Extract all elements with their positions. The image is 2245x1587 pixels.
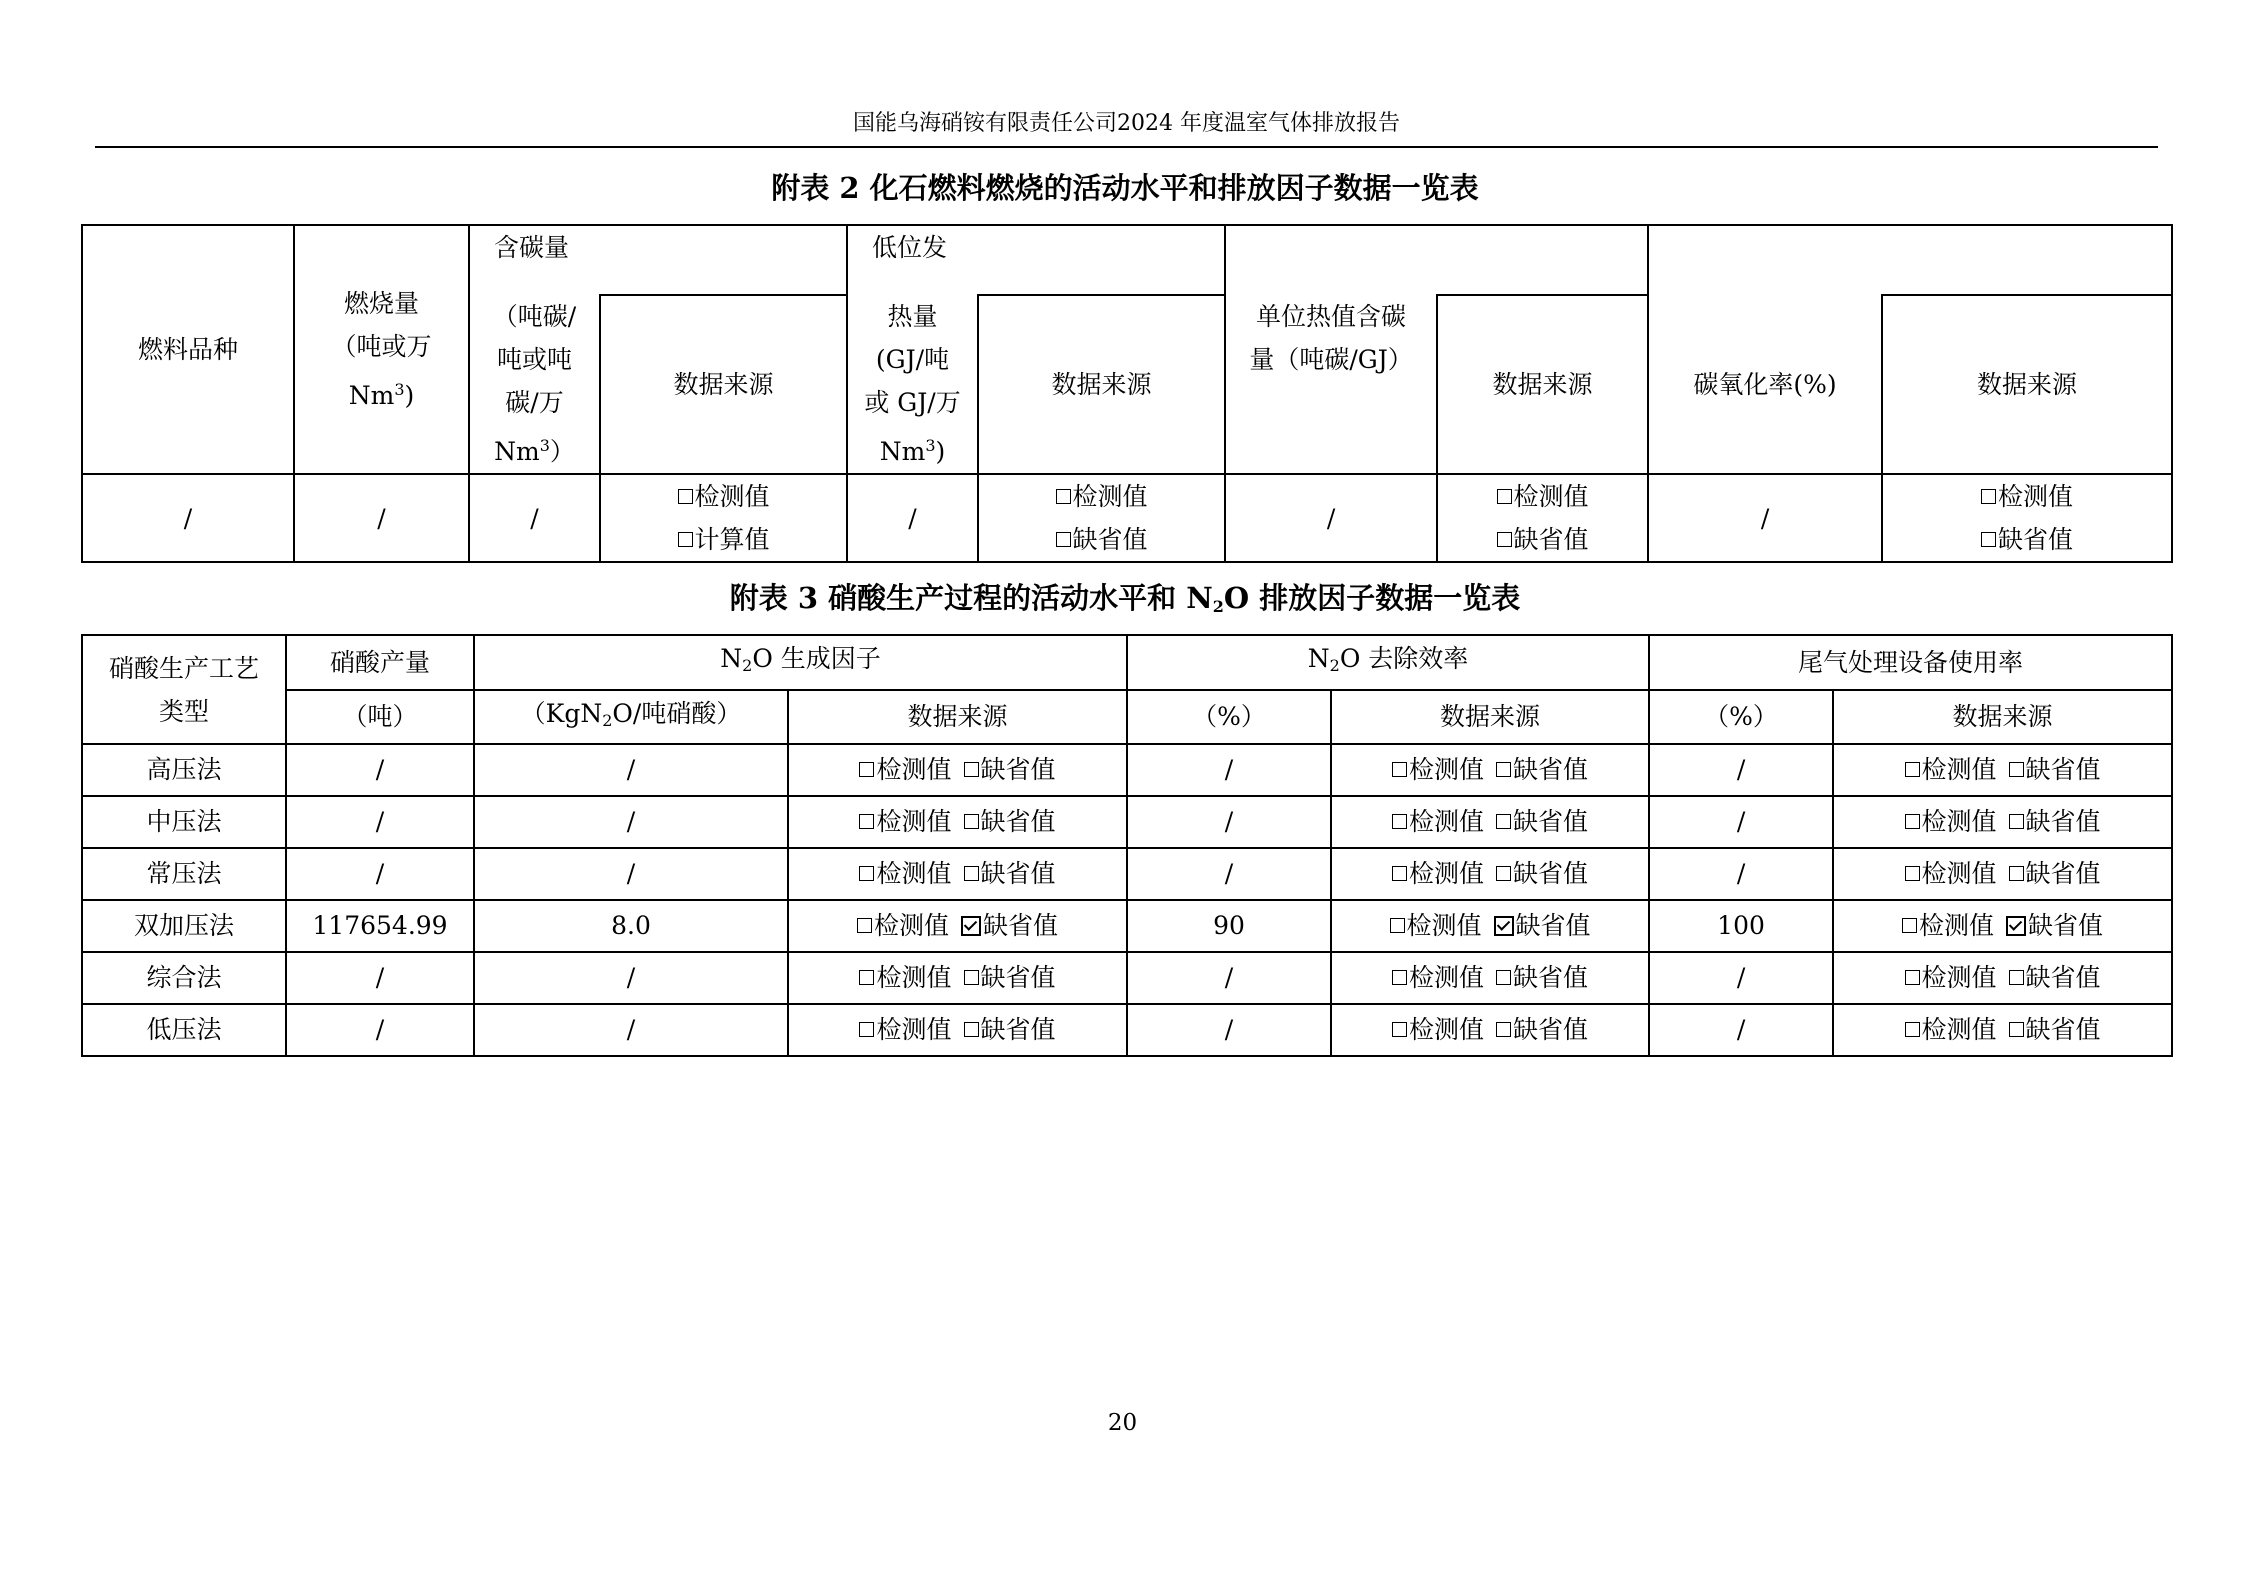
checkbox-option-measured[interactable]: 检测值 bbox=[857, 913, 949, 939]
checkbox-icon[interactable] bbox=[964, 970, 979, 985]
header-tail-source: 数据来源 bbox=[1833, 690, 2172, 744]
cell-tail-usage: / bbox=[1649, 952, 1833, 1004]
checkbox-icon[interactable] bbox=[1497, 489, 1512, 504]
header-generation-factor: $N_2O$ 生成因子 bbox=[474, 635, 1127, 690]
header-process-type: 硝酸生产工艺 类型 bbox=[82, 635, 286, 744]
checkbox-icon[interactable] bbox=[1496, 1022, 1511, 1037]
cell-output: / bbox=[286, 848, 474, 900]
checkbox-option[interactable]: 缺省值 bbox=[1442, 518, 1643, 561]
checkbox-icon[interactable] bbox=[1496, 866, 1511, 881]
checkbox-option-default[interactable]: 缺省值 bbox=[2009, 861, 2101, 887]
checkbox-icon[interactable] bbox=[1056, 489, 1071, 504]
cell-output: / bbox=[286, 796, 474, 848]
checkbox-icon[interactable] bbox=[1496, 814, 1511, 829]
checked-checkbox-icon[interactable] bbox=[1494, 916, 1514, 936]
checkbox-icon[interactable] bbox=[2009, 1022, 2024, 1037]
cell-output: / bbox=[286, 952, 474, 1004]
checkbox-icon[interactable] bbox=[964, 814, 979, 829]
checked-checkbox-icon[interactable] bbox=[2006, 916, 2026, 936]
checkbox-icon[interactable] bbox=[1390, 918, 1405, 933]
checkbox-option-default[interactable]: 缺省值 bbox=[1496, 1017, 1588, 1043]
checkbox-icon[interactable] bbox=[1056, 532, 1071, 547]
cell-generation-factor: / bbox=[474, 744, 788, 796]
checkbox-option-measured[interactable]: 检测值 bbox=[1905, 861, 1997, 887]
cell-process: 中压法 bbox=[82, 796, 286, 848]
checkbox-option-default[interactable]: 缺省值 bbox=[1496, 965, 1588, 991]
checkbox-option-default[interactable]: 缺省值 bbox=[2009, 965, 2101, 991]
cell-data-source bbox=[1331, 796, 1649, 848]
cell-oxidation: / bbox=[1648, 474, 1882, 562]
header-carbon-content: 含碳量 bbox=[469, 225, 847, 295]
cell-removal-efficiency: 90 bbox=[1127, 900, 1331, 952]
cell-data-source bbox=[788, 900, 1127, 952]
checkbox-option-default[interactable]: 缺省值 bbox=[1496, 757, 1588, 783]
header-output-unit: （吨） bbox=[286, 690, 474, 744]
header-carbon-unit: （吨碳/ 吨或吨 碳/万 Nm$^3$） bbox=[469, 295, 600, 474]
checkbox-option-measured[interactable]: 检测值 bbox=[1905, 965, 1997, 991]
checkbox-option-measured[interactable]: 检测值 bbox=[859, 965, 951, 991]
cell-removal-efficiency: / bbox=[1127, 744, 1331, 796]
header-ncv-source: 数据来源 bbox=[978, 295, 1225, 474]
checkbox-icon[interactable] bbox=[1392, 762, 1407, 777]
cell-data-source bbox=[1833, 744, 2172, 796]
fossil-fuel-table bbox=[81, 224, 2173, 563]
checkbox-option-default[interactable]: 缺省值 bbox=[1496, 861, 1588, 887]
checked-checkbox-icon[interactable] bbox=[961, 916, 981, 936]
cell-process: 低压法 bbox=[82, 1004, 286, 1056]
cell-ncv: / bbox=[847, 474, 978, 562]
table-row bbox=[82, 796, 2172, 848]
header-rule bbox=[95, 146, 2158, 148]
cell-data-source bbox=[1833, 796, 2172, 848]
checkbox-icon[interactable] bbox=[1905, 970, 1920, 985]
cell-process: 高压法 bbox=[82, 744, 286, 796]
checkbox-icon[interactable] bbox=[859, 762, 874, 777]
cell-data-source bbox=[1331, 744, 1649, 796]
checkbox-icon[interactable] bbox=[1905, 814, 1920, 829]
cell-data-source bbox=[788, 952, 1127, 1004]
checkbox-option-default[interactable]: 缺省值 bbox=[2009, 757, 2101, 783]
checkbox-option-measured[interactable]: 检测值 bbox=[1392, 861, 1484, 887]
header-unit-carbon-source: 数据来源 bbox=[1437, 295, 1648, 474]
cell-unit-carbon-source bbox=[1437, 474, 1648, 562]
checkbox-option-measured[interactable]: 检测值 bbox=[1905, 1017, 1997, 1043]
checkbox-icon[interactable] bbox=[1905, 866, 1920, 881]
cell-data-source bbox=[1833, 900, 2172, 952]
cell-carbon-source bbox=[600, 474, 847, 562]
checkbox-icon[interactable] bbox=[2009, 814, 2024, 829]
header-generation-source: 数据来源 bbox=[788, 690, 1127, 744]
header-consumption: 燃烧量 （吨或万 Nm$^3$) bbox=[294, 225, 469, 474]
cell-data-source bbox=[1331, 952, 1649, 1004]
checkbox-option-measured[interactable]: 检测值 bbox=[859, 809, 951, 835]
header-tail-gas-usage: 尾气处理设备使用率 bbox=[1649, 635, 2172, 690]
checkbox-option[interactable]: 检测值 bbox=[983, 475, 1220, 518]
table3-body bbox=[82, 744, 2172, 1056]
header-ncv: 低位发 bbox=[847, 225, 1225, 295]
checkbox-option-measured[interactable]: 检测值 bbox=[1392, 965, 1484, 991]
checkbox-icon[interactable] bbox=[857, 918, 872, 933]
checkbox-option[interactable]: 检测值 bbox=[1887, 475, 2167, 518]
checkbox-option[interactable]: 检测值 bbox=[605, 475, 842, 518]
checkbox-option-measured[interactable]: 检测值 bbox=[1392, 757, 1484, 783]
cell-process: 常压法 bbox=[82, 848, 286, 900]
table-row bbox=[82, 474, 2172, 562]
cell-data-source bbox=[788, 1004, 1127, 1056]
checkbox-option-default[interactable]: 缺省值 bbox=[964, 809, 1056, 835]
checkbox-option-measured[interactable]: 检测值 bbox=[1392, 1017, 1484, 1043]
checkbox-icon[interactable] bbox=[859, 814, 874, 829]
cell-output: / bbox=[286, 744, 474, 796]
cell-data-source bbox=[1833, 952, 2172, 1004]
checkbox-option-measured[interactable]: 检测值 bbox=[1905, 757, 1997, 783]
cell-data-source bbox=[788, 848, 1127, 900]
header-tail-unit: （%） bbox=[1649, 690, 1833, 744]
checkbox-icon[interactable] bbox=[964, 866, 979, 881]
header-ncv-unit: 热量 (GJ/吨 或 GJ/万 Nm$^3$) bbox=[847, 295, 978, 474]
checkbox-icon[interactable] bbox=[859, 866, 874, 881]
checkbox-option[interactable]: 计算值 bbox=[605, 518, 842, 561]
checkbox-icon[interactable] bbox=[1496, 970, 1511, 985]
checkbox-icon[interactable] bbox=[1497, 532, 1512, 547]
header-generation-unit: （KgN$_2$O/吨硝酸） bbox=[474, 690, 788, 744]
cell-removal-efficiency: / bbox=[1127, 1004, 1331, 1056]
checkbox-option[interactable]: 缺省值 bbox=[983, 518, 1220, 561]
cell-removal-efficiency: / bbox=[1127, 796, 1331, 848]
header-oxidation-source: 数据来源 bbox=[1882, 295, 2172, 474]
checkbox-icon[interactable] bbox=[1392, 1022, 1407, 1037]
cell-generation-factor: / bbox=[474, 1004, 788, 1056]
cell-oxidation-source bbox=[1882, 474, 2172, 562]
checkbox-icon[interactable] bbox=[859, 970, 874, 985]
header-removal-source: 数据来源 bbox=[1331, 690, 1649, 744]
checkbox-icon[interactable] bbox=[1905, 1022, 1920, 1037]
checkbox-icon[interactable] bbox=[678, 532, 693, 547]
checkbox-icon[interactable] bbox=[2009, 970, 2024, 985]
cell-data-source bbox=[1833, 1004, 2172, 1056]
table-row bbox=[82, 1004, 2172, 1056]
header-removal-efficiency: $N_2O$ 去除效率 bbox=[1127, 635, 1649, 690]
table2-title: 附表 2 化石燃料燃烧的活动水平和排放因子数据一览表 bbox=[771, 171, 1479, 205]
checkbox-icon[interactable] bbox=[1902, 918, 1917, 933]
checkbox-option-measured[interactable]: 检测值 bbox=[1905, 809, 1997, 835]
cell-tail-usage: / bbox=[1649, 1004, 1833, 1056]
cell-tail-usage: 100 bbox=[1649, 900, 1833, 952]
checkbox-option-default[interactable]: 缺省值 bbox=[1494, 913, 1591, 939]
table-row bbox=[82, 952, 2172, 1004]
checkbox-option-default[interactable]: 缺省值 bbox=[1496, 809, 1588, 835]
cell-removal-efficiency: / bbox=[1127, 952, 1331, 1004]
checkbox-icon[interactable] bbox=[964, 1022, 979, 1037]
checkbox-icon[interactable] bbox=[1981, 489, 1996, 504]
checkbox-icon[interactable] bbox=[678, 489, 693, 504]
checkbox-option[interactable]: 缺省值 bbox=[1887, 518, 2167, 561]
checkbox-option-default[interactable]: 缺省值 bbox=[2009, 809, 2101, 835]
checkbox-icon[interactable] bbox=[964, 762, 979, 777]
header-fuel-type: 燃料品种 bbox=[82, 225, 294, 474]
report-header: 国能乌海硝铵有限责任公司2024 年度温室气体排放报告 bbox=[853, 111, 1400, 136]
checkbox-option-default[interactable]: 缺省值 bbox=[2006, 913, 2103, 939]
cell-data-source bbox=[1331, 900, 1649, 952]
cell-generation-factor: 8.0 bbox=[474, 900, 788, 952]
cell-data-source bbox=[1331, 848, 1649, 900]
checkbox-icon[interactable] bbox=[2009, 762, 2024, 777]
table-row bbox=[82, 848, 2172, 900]
cell-tail-usage: / bbox=[1649, 848, 1833, 900]
checkbox-option-default[interactable]: 缺省值 bbox=[964, 1017, 1056, 1043]
header-unit-carbon-top bbox=[1225, 225, 1648, 295]
cell-tail-usage: / bbox=[1649, 744, 1833, 796]
checkbox-icon[interactable] bbox=[1905, 762, 1920, 777]
checkbox-option-default[interactable]: 缺省值 bbox=[964, 757, 1056, 783]
cell-unit-carbon: / bbox=[1225, 474, 1437, 562]
header-carbon-source: 数据来源 bbox=[600, 295, 847, 474]
checkbox-icon[interactable] bbox=[859, 1022, 874, 1037]
checkbox-icon[interactable] bbox=[1981, 532, 1996, 547]
cell-tail-usage: / bbox=[1649, 796, 1833, 848]
cell-generation-factor: / bbox=[474, 952, 788, 1004]
table-row bbox=[82, 900, 2172, 952]
checkbox-option[interactable]: 检测值 bbox=[1442, 475, 1643, 518]
cell-data-source bbox=[788, 796, 1127, 848]
checkbox-option-measured[interactable]: 检测值 bbox=[859, 861, 951, 887]
header-unit-carbon: 单位热值含碳 量（吨碳/GJ） bbox=[1225, 295, 1437, 474]
checkbox-option-measured[interactable]: 检测值 bbox=[859, 757, 951, 783]
nitric-acid-table bbox=[81, 634, 2173, 1057]
table-row bbox=[82, 744, 2172, 796]
table3-title: 附表 3 硝酸生产过程的活动水平和 $N_2O$ 排放因子数据一览表 bbox=[729, 581, 1521, 616]
cell-generation-factor: / bbox=[474, 848, 788, 900]
cell-fuel-type: / bbox=[82, 474, 294, 562]
header-oxidation: 碳氧化率(%) bbox=[1648, 295, 1882, 474]
checkbox-icon[interactable] bbox=[1392, 970, 1407, 985]
page-number: 20 bbox=[1107, 1410, 1138, 1436]
checkbox-option-measured[interactable]: 检测值 bbox=[1390, 913, 1482, 939]
cell-removal-efficiency: / bbox=[1127, 848, 1331, 900]
checkbox-icon[interactable] bbox=[1496, 762, 1511, 777]
cell-consumption: / bbox=[294, 474, 469, 562]
checkbox-icon[interactable] bbox=[1392, 814, 1407, 829]
cell-output: / bbox=[286, 1004, 474, 1056]
cell-data-source bbox=[1833, 848, 2172, 900]
checkbox-icon[interactable] bbox=[1392, 866, 1407, 881]
header-output: 硝酸产量 bbox=[286, 635, 474, 690]
checkbox-option-measured[interactable]: 检测值 bbox=[859, 1017, 951, 1043]
checkbox-option-default[interactable]: 缺省值 bbox=[964, 861, 1056, 887]
header-removal-unit: （%） bbox=[1127, 690, 1331, 744]
cell-output: 117654.99 bbox=[286, 900, 474, 952]
cell-process: 综合法 bbox=[82, 952, 286, 1004]
checkbox-option-default[interactable]: 缺省值 bbox=[961, 913, 1058, 939]
checkbox-option-measured[interactable]: 检测值 bbox=[1902, 913, 1994, 939]
cell-carbon: / bbox=[469, 474, 600, 562]
cell-ncv-source bbox=[978, 474, 1225, 562]
cell-generation-factor: / bbox=[474, 796, 788, 848]
cell-data-source bbox=[1331, 1004, 1649, 1056]
checkbox-icon[interactable] bbox=[2009, 866, 2024, 881]
cell-data-source bbox=[788, 744, 1127, 796]
checkbox-option-default[interactable]: 缺省值 bbox=[2009, 1017, 2101, 1043]
cell-process: 双加压法 bbox=[82, 900, 286, 952]
header-oxidation-top bbox=[1648, 225, 2172, 295]
checkbox-option-measured[interactable]: 检测值 bbox=[1392, 809, 1484, 835]
checkbox-option-default[interactable]: 缺省值 bbox=[964, 965, 1056, 991]
